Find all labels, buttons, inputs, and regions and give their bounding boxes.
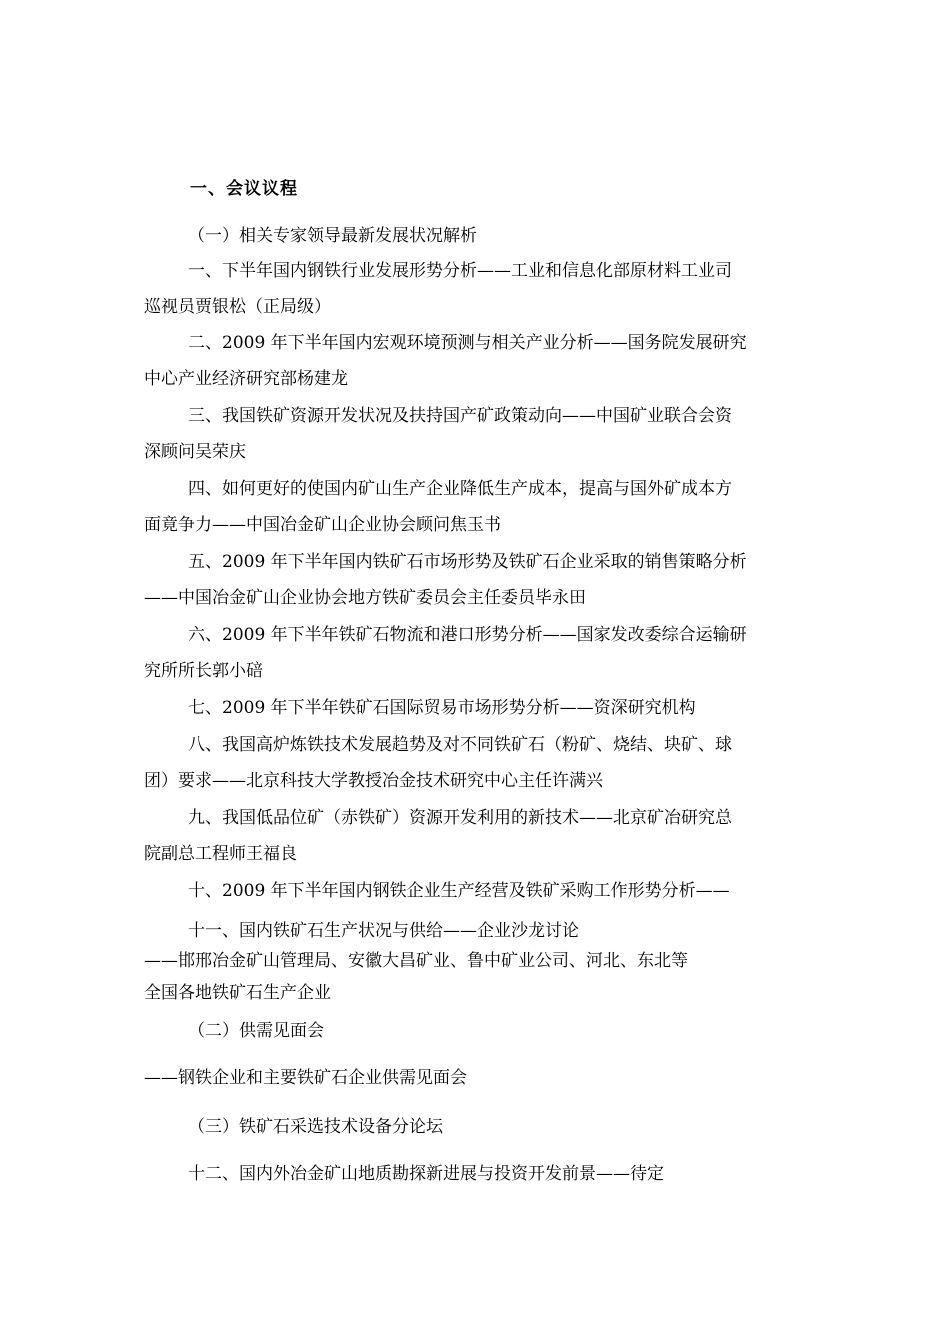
agenda-item-11-line-3: 全国各地铁矿石生产企业 <box>144 983 331 1003</box>
agenda-item-2-line-2: 中心产业经济研究部杨建龙 <box>144 369 348 389</box>
agenda-item-9-line-2: 院副总工程师王福良 <box>144 844 297 864</box>
section-title: 一、会议议程 <box>190 179 298 199</box>
agenda-item-7-line-1: 七、2009 年下半年铁矿石国际贸易市场形势分析——资深研究机构 <box>188 698 696 718</box>
agenda-item-12-line-1: 十二、国内外冶金矿山地质勘探新进展与投资开发前景——待定 <box>188 1164 664 1184</box>
subsection-heading-3: （三）铁矿石采选技术设备分论坛 <box>188 1117 443 1137</box>
agenda-item-4-line-2: 面竟争力——中国冶金矿山企业协会顾问焦玉书 <box>144 515 501 535</box>
agenda-item-3-line-2: 深顾问吴荣庆 <box>144 442 246 462</box>
agenda-item-4-line-1: 四、如何更好的使国内矿山生产企业降低生产成本，提高与国外矿成本方 <box>188 479 732 499</box>
agenda-item-3-line-1: 三、我国铁矿资源开发状况及扶持国产矿政策动向——中国矿业联合会资 <box>188 406 732 426</box>
agenda-item-11-line-1: 十一、国内铁矿石生产状况与供给——企业沙龙讨论 <box>188 921 579 941</box>
agenda-item-1-line-2: 巡视员贾银松（正局级） <box>144 297 331 317</box>
agenda-item-6-line-2: 究所所长郭小碚 <box>144 661 263 681</box>
agenda-item-10-line-1: 十、2009 年下半年国内钢铁企业生产经营及铁矿采购工作形势分析—— <box>188 881 730 901</box>
agenda-item-6-line-1: 六、2009 年下半年铁矿石物流和港口形势分析——国家发改委综合运输研 <box>188 625 747 645</box>
agenda-item-5-line-1: 五、2009 年下半年国内铁矿石市场形势及铁矿石企业采取的销售策略分析 <box>188 552 747 572</box>
agenda-item-8-line-2: 团）要求——北京科技大学教授冶金技术研究中心主任许满兴 <box>144 771 603 791</box>
agenda-item-8-line-1: 八、我国高炉炼铁技术发展趋势及对不同铁矿石（粉矿、烧结、块矿、球 <box>188 735 732 755</box>
agenda-item-11-line-2: ——邯邢冶金矿山管理局、安徽大昌矿业、鲁中矿业公司、河北、东北等 <box>144 951 688 971</box>
agenda-item-9-line-1: 九、我国低品位矿（赤铁矿）资源开发利用的新技术——北京矿冶研究总 <box>188 808 732 828</box>
agenda-item-1-line-1: 一、下半年国内钢铁行业发展形势分析——工业和信息化部原材料工业司 <box>188 261 732 281</box>
subsection-heading-2: （二）供需见面会 <box>188 1021 324 1041</box>
supply-demand-meeting-text: ——钢铁企业和主要铁矿石企业供需见面会 <box>144 1068 467 1088</box>
subsection-heading-1: （一）相关专家领导最新发展状况解析 <box>188 226 477 246</box>
agenda-item-2-line-1: 二、2009 年下半年国内宏观环境预测与相关产业分析——国务院发展研究 <box>188 333 747 353</box>
agenda-item-5-line-2: ——中国冶金矿山企业协会地方铁矿委员会主任委员毕永田 <box>144 588 586 608</box>
